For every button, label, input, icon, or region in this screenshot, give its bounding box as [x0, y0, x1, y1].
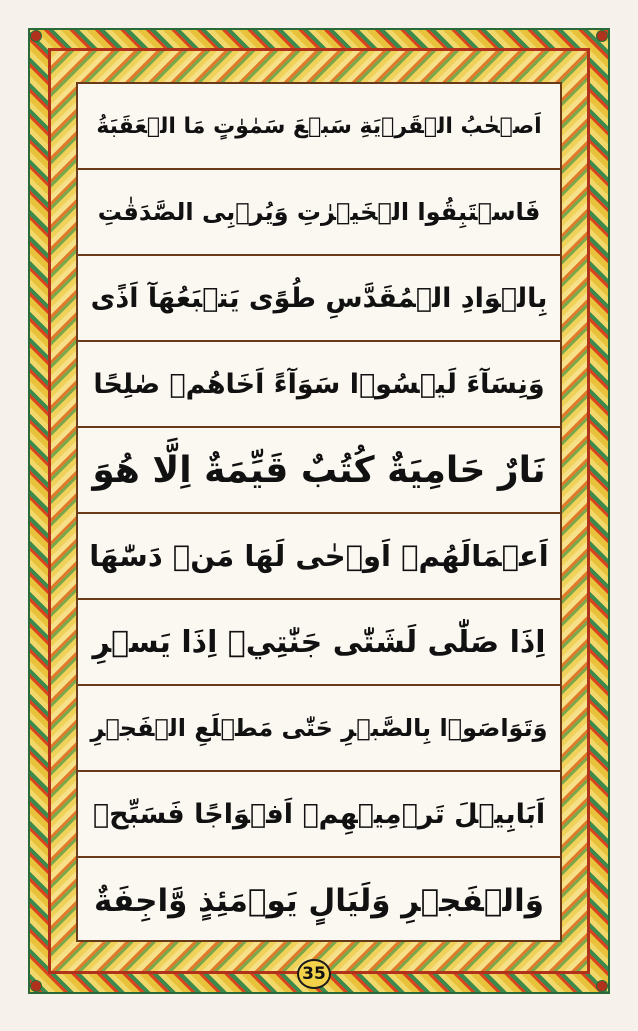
text-line — [78, 428, 560, 514]
text-line — [78, 84, 560, 170]
arabic-line-6: اَعۡمَالَهُمۡ اَوۡحٰى لَهَا مَنۡ دَسّٰهَا — [89, 539, 549, 573]
text-line — [78, 256, 560, 342]
arabic-line-7: اِذَا صَلّٰى لَشَتّٰى جَنّٰتِيۡ اِذَا يَسۡرِ — [92, 624, 546, 660]
text-line — [78, 772, 560, 858]
text-line — [78, 686, 560, 772]
page-number-badge: 35 — [297, 959, 331, 989]
corner-ornament-icon — [596, 30, 608, 42]
arabic-line-2: فَاسۡتَبِقُوا الۡخَيۡرٰتِ وَيُرۡبِى الصَّدَقٰتِ — [97, 198, 541, 226]
text-line — [78, 858, 560, 944]
text-panel — [76, 82, 562, 942]
corner-ornament-icon — [30, 30, 42, 42]
text-line — [78, 600, 560, 686]
text-line — [78, 170, 560, 256]
arabic-line-3: بِالۡوَادِ الۡمُقَدَّسِ طُوًى يَتۡبَعُهَآ اَذًى — [90, 282, 548, 314]
corner-ornament-icon — [596, 980, 608, 992]
arabic-line-9: اَبَابِيۡلَ تَرۡمِيۡهِمۡ اَفۡوَاجًا فَسَبِّحۡ — [92, 798, 546, 830]
arabic-line-1: اَصۡحٰبُ الۡقَرۡيَةِ سَبۡعَ سَمٰوٰتٍ مَا الۡعَقَبَةُ — [96, 113, 542, 139]
corner-ornament-icon — [30, 980, 42, 992]
arabic-line-5: نَارٌ حَامِيَةٌ كُتُبٌ قَيِّمَةٌ اِلَّا هُوَ — [92, 449, 546, 491]
text-line — [78, 342, 560, 428]
arabic-line-4: وَنِسَآءَ لَيۡسُوۡا سَوَآءً اَخَاهُمۡ صٰلِحًا — [93, 368, 545, 400]
text-line — [78, 514, 560, 600]
arabic-line-8: وَتَوَاصَوۡا بِالصَّبۡرِ حَتّٰى مَطۡلَعِ الۡفَجۡرِ — [90, 714, 548, 742]
arabic-line-10: وَالۡفَجۡرِ وَلَيَالٍ يَوۡمَئِذٍ وَّاجِفَةٌ — [94, 883, 544, 919]
